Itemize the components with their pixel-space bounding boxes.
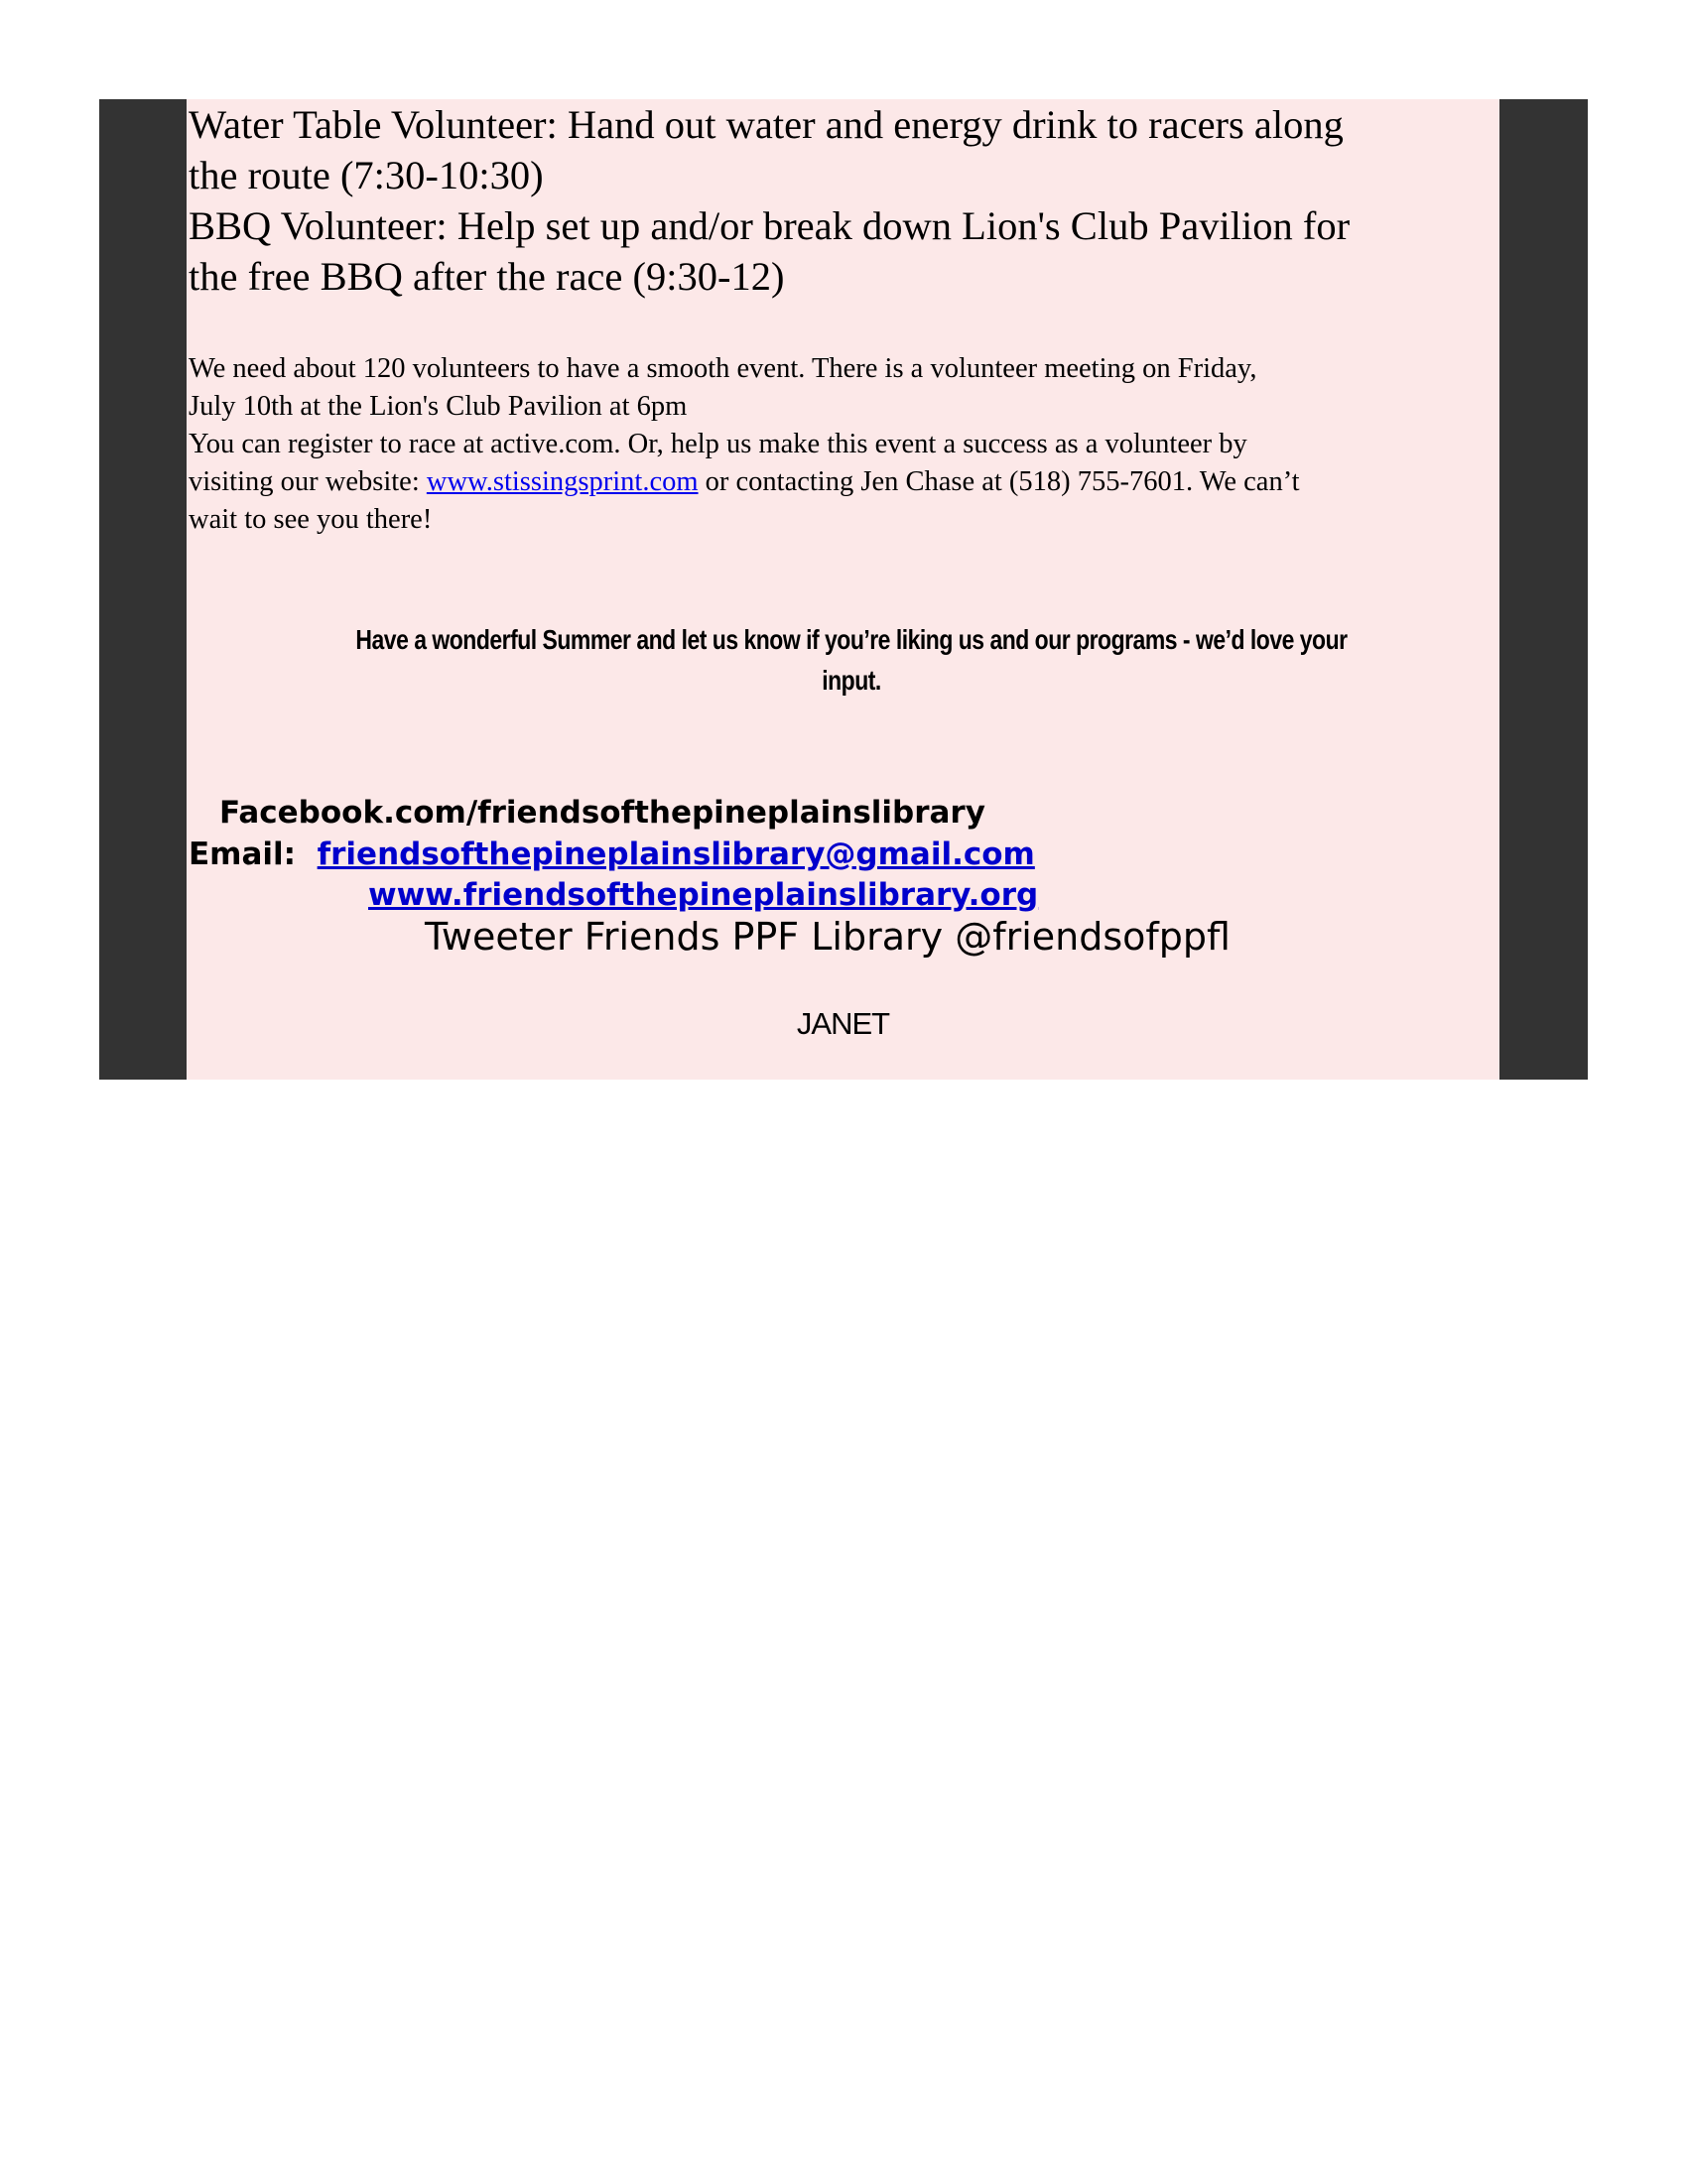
volunteer-info-line-1: We need about 120 volunteers to have a smooth event. There is a volunteer meeting on Friday, [189,353,1257,384]
tweeter-handle-text: Tweeter Friends PPF Library @friendsofppfl [425,915,1231,959]
signature: JANET [796,1006,890,1041]
closing-message [323,619,1380,701]
library-website-row [368,875,1038,915]
bbq-line-1: BBQ Volunteer: Help set up and/or break down Lion's Club Pavilion for [189,203,1351,248]
stissingsprint-website-link[interactable]: www.stissingsprint.com [426,466,699,497]
volunteer-info-line-2: July 10th at the Lion's Club Pavilion at 6pm [189,391,688,422]
content-panel [187,99,1499,1080]
water-table-volunteer-text [189,99,1344,200]
water-table-line-1: Water Table Volunteer: Hand out water and energy drink to racers along [189,102,1344,147]
email-label: Email: [189,836,297,872]
email-row [189,835,1035,874]
library-website-link[interactable]: www.friendsofthepineplainslibrary.org [368,877,1039,913]
closing-line-2: input. [822,665,881,696]
facebook-text: Facebook.com/friendsofthepineplainslibrary [219,795,985,831]
email-link[interactable]: friendsofthepineplainslibrary@gmail.com [317,836,1035,872]
volunteer-info-line-4-pre: visiting our website: [189,466,427,497]
volunteer-info-line-5: wait to see you there! [189,504,433,535]
newsletter-frame [99,99,1588,1080]
bbq-line-2: the free BBQ after the race (9:30-12) [189,254,785,299]
volunteer-info-line-3: You can register to race at active.com. Or, help us make this event a success as a volunteer by [189,429,1247,459]
water-table-line-2: the route (7:30-10:30) [189,153,544,197]
volunteer-info-paragraph [189,350,1300,539]
closing-line-1: Have a wonderful Summer and let us know if you’re liking us and our programs - we’d love your [355,624,1348,655]
volunteer-info-line-4-post: or contacting Jen Chase at (518) 755-7601. We can’t [698,466,1300,497]
bbq-volunteer-text [189,200,1350,302]
